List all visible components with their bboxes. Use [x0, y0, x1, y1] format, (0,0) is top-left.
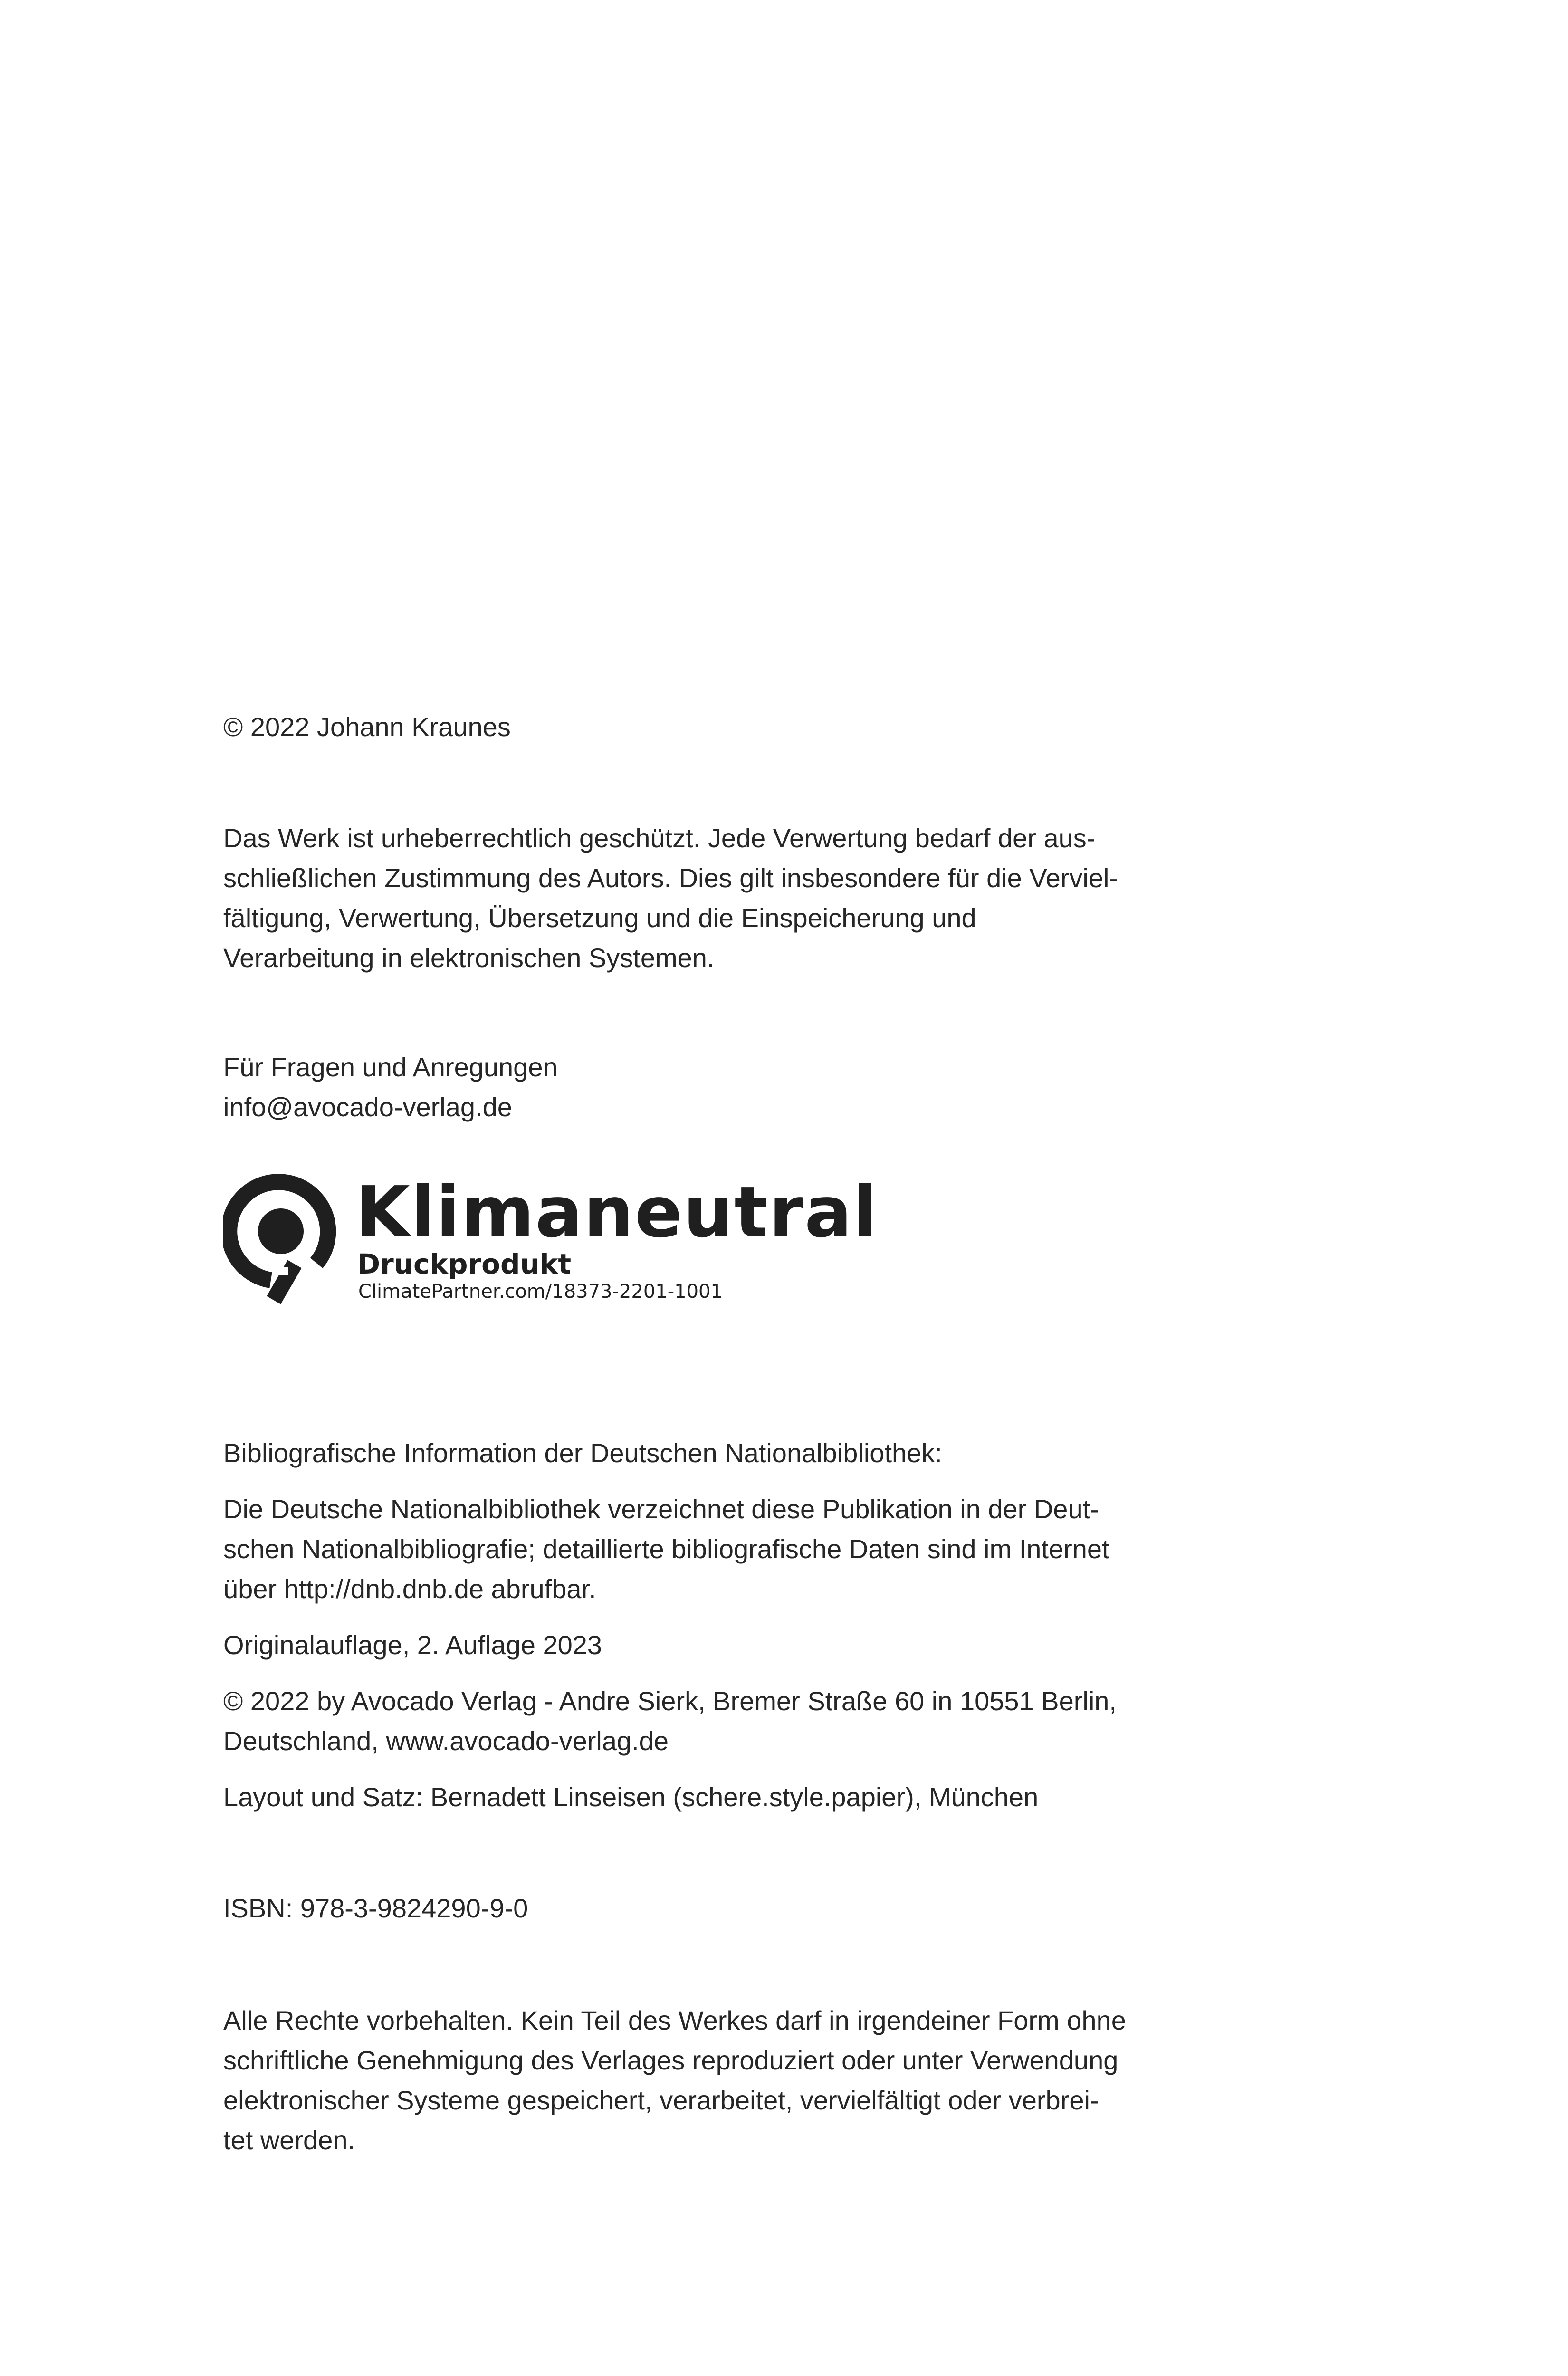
contact-info — [223, 1047, 1193, 1127]
publisher-line: Deutschland, www.avocado-verlag.de — [223, 1726, 669, 1756]
rights-notice-line: schließlichen Zustimmung des Autors. Dies gilt insbesondere für die Verviel- — [223, 863, 1119, 893]
climate-neutral-logo — [223, 1171, 878, 1307]
bibliographic-info — [223, 1433, 1193, 1817]
reserved-line: Alle Rechte vorbehalten. Kein Teil des Werkes darf in irgendeiner Form ohne — [223, 2005, 1126, 2035]
isbn-text: ISBN: 978-3-9824290-9-0 — [223, 1893, 528, 1923]
publisher-line: © 2022 by Avocado Verlag - Andre Sierk, Bremer Straße 60 in 10551 Berlin, — [223, 1686, 1117, 1716]
copyright-notice — [223, 707, 1193, 747]
logo-title: Klimaneutral — [355, 1171, 878, 1253]
all-rights-reserved — [223, 2001, 1193, 2160]
contact-email: info@avocado-verlag.de — [223, 1092, 512, 1122]
rights-notice-line: fältigung, Verwertung, Übersetzung und die Einspeicherung und — [223, 903, 976, 933]
reserved-line: schriftliche Genehmigung des Verlages reproduziert oder unter Verwendung — [223, 2045, 1119, 2075]
isbn — [223, 1888, 1193, 1928]
reserved-line: tet werden. — [223, 2125, 355, 2155]
logo-subtitle: Druckprodukt — [357, 1248, 572, 1280]
bibliographic-text-line: über http://dnb.dnb.de abrufbar. — [223, 1574, 596, 1604]
rights-notice-line: Das Werk ist urheberrechtlich geschützt. Jede Verwertung bedarf der aus- — [223, 823, 1096, 853]
climate-partner-logo-icon — [223, 1174, 338, 1307]
reserved-line: elektronischer Systeme gespeichert, verarbeitet, vervielfältigt oder verbrei- — [223, 2085, 1099, 2115]
bibliographic-text-line: Die Deutsche Nationalbibliothek verzeichnet diese Publikation in der Deut- — [223, 1494, 1099, 1524]
rights-notice-line: Verarbeitung in elektronischen Systemen. — [223, 943, 715, 973]
bibliographic-text-line: schen Nationalbibliografie; detaillierte bibliografische Daten sind im Internet — [223, 1534, 1109, 1564]
edition-info: Originalauflage, 2. Auflage 2023 — [223, 1630, 602, 1660]
copyright-text: © 2022 Johann Kraunes — [223, 712, 511, 742]
logo-url: ClimatePartner.com/18373-2201-1001 — [358, 1281, 723, 1303]
layout-credit: Layout und Satz: Bernadett Linseisen (schere.style.papier), München — [223, 1782, 1039, 1812]
rights-notice — [223, 818, 1193, 978]
bibliographic-heading: Bibliografische Information der Deutschen Nationalbibliothek: — [223, 1438, 942, 1468]
contact-label: Für Fragen und Anregungen — [223, 1052, 558, 1082]
